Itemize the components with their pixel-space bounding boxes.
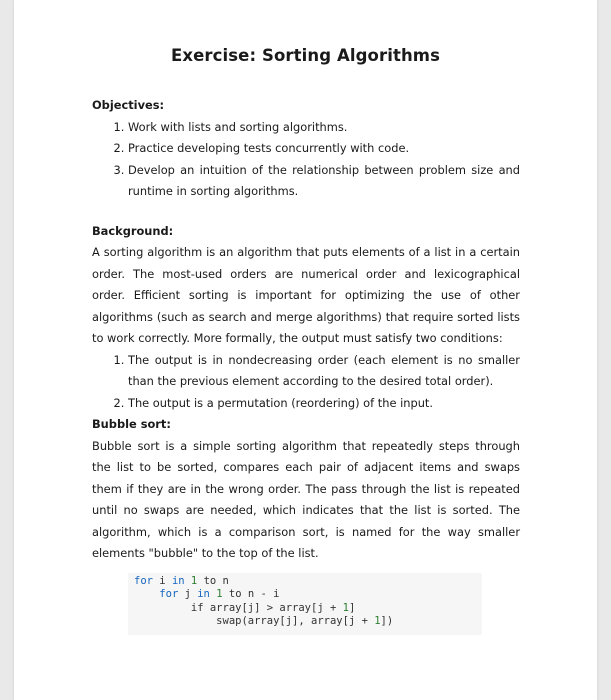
background-heading: Background: (92, 223, 174, 238)
code-line: swap(array[j], array[j + 1]) (134, 615, 394, 627)
objective-item: 3. Develop an intuition of the relationship between problem size and runtime in sorting algorithms. (128, 160, 520, 203)
background-paragraph: A sorting algorithm is an algorithm that puts elements of a list in a certain order. The most-used orders are numerical order and lexicographical order. Efficient sorting is important for optimizing the use of other algorithms (such as search and merge algorithms) that require sorted lists to work correctly. More formally, the output must satisfy two conditions: (92, 245, 520, 345)
condition-item: 2. The output is a permutation (reordering) of the input. (128, 393, 520, 415)
page-title: Exercise: Sorting Algorithms (170, 46, 441, 65)
pseudocode-block (128, 573, 482, 635)
objectives-list (92, 117, 520, 203)
bubble-sort-paragraph: Bubble sort is a simple sorting algorithm that repeatedly steps through the list to be sorted, compares each pair of adjacent items and swaps them if they are in the wrong order. The pass through the list is repeated until no swaps are needed, which indicates that the list is sorted. The algorithm, which is a comparison sort, is named for the way smaller elements "bubble" to the top of the list. (92, 438, 520, 560)
code-line: for i in 1 to n (134, 574, 229, 587)
objectives-heading: Objectives: (92, 98, 165, 112)
code-line: for j in 1 to n - i (159, 588, 280, 600)
code-line: if array[j] > array[j + 1] (134, 601, 356, 614)
document-body (92, 95, 520, 635)
objective-item: 1. Work with lists and sorting algorithms. (128, 117, 520, 139)
objective-item: 2. Practice developing tests concurrently with code. (128, 138, 520, 160)
condition-item: 1. The output is in nondecreasing order (each element is no smaller than the previous element according to the desired total order). (128, 350, 520, 393)
conditions-list (92, 350, 520, 415)
bubble-sort-heading: Bubble sort: (92, 417, 171, 431)
